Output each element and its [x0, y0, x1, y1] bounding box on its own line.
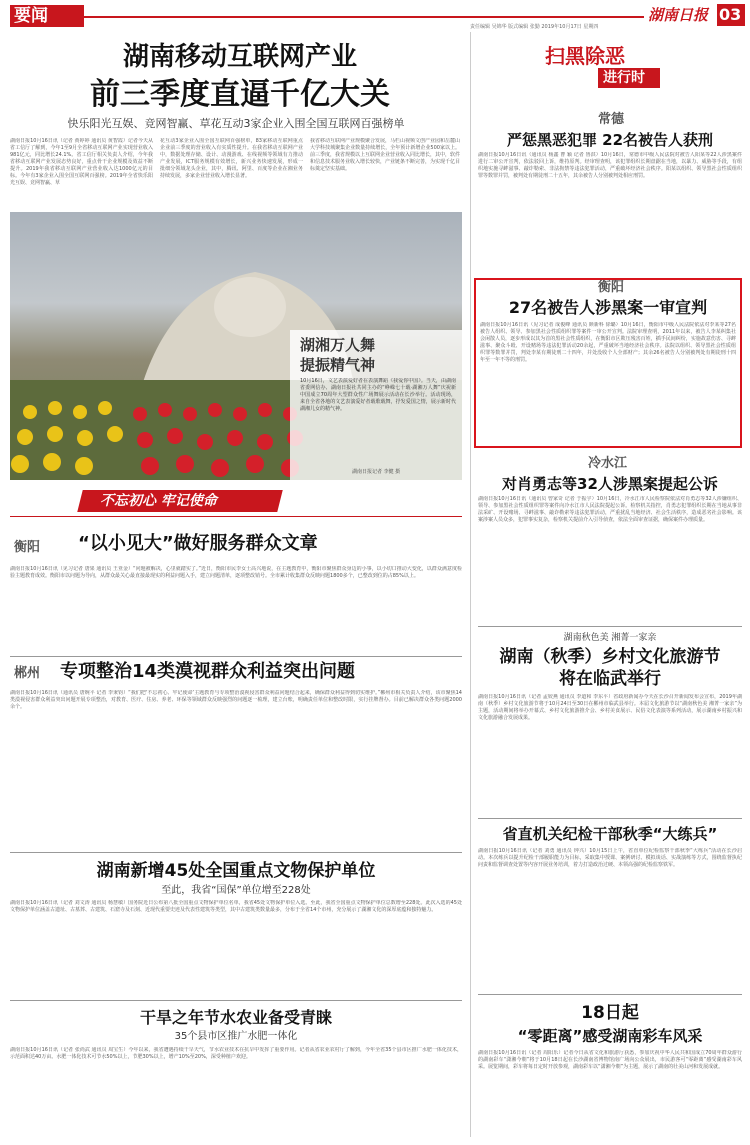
editor-line: 责任编辑 吴锦华 版式编辑 张勤 2019年10月17日 星期四: [470, 24, 599, 30]
lengshuijiang-text: 湖南日报10月16日讯（通讯员 曾家奇 记者 于振宇）10月16日，冷水江市人民检察院依法对肖勇志等32人涉嫌组织、领导、参加黑社会性质组织罪等案件向冷水江市人民法院提起公诉。检察机关指控，肖勇志犯罪组织长期在当地从事非法采矿、开设赌场、寻衅滋事、敲诈勒索等违法犯罪活动，严重扰乱当地经济、社会生活秩序，造成恶劣社会影响。该案涉案人员众多，犯罪事实复杂，检察机关提前介入引导侦查，依法全面审查证据，确保案件办理质量。: [478, 496, 742, 523]
sidebar-tag-subtitle: 进行时: [603, 70, 645, 86]
lengshuijiang-place: 冷水江: [588, 456, 628, 471]
lottery-headline-1: 18日起: [581, 1003, 639, 1023]
story-divider: [10, 852, 462, 853]
paper-logo: 湖南日报: [648, 6, 709, 24]
heritage-subhead: 至此，我省“国保”单位增至228处: [161, 885, 311, 896]
lottery-headline-2: “零距离”感受湖南彩车风采: [517, 1027, 703, 1045]
page-number: 03: [719, 5, 742, 24]
lead-subhead: 快乐阳光互娱、竞网智赢、草花互动3家企业入围全国互联网百强榜单: [67, 117, 405, 130]
lengshuijiang-headline: 对肖勇志等32人涉黑案提起公诉: [502, 475, 718, 493]
hengyang-place: 衡阳: [14, 540, 41, 555]
story-divider: [478, 626, 742, 627]
slogan-text: 不忘初心 牢记使命: [100, 493, 217, 509]
photo-caption-text: 10月16日，文艺表演爱好者在表演舞蹈《我爱你中国》。当天，由湖南省委网信办、湖南日报社共同主办的“峥嵘七十载·湖湘万人舞”庆祝新中国成立70周年大型群众性广场舞展示活动在长沙举行。活动现场，来自全省各地的文艺表演爱好者载歌载舞，抒发爱国之情，展示新时代湖湘儿女的精气神。: [300, 378, 456, 412]
lead-headline-2: 前三季度直逼千亿大关: [90, 78, 390, 112]
discipline-headline: 省直机关纪检干部秋季“大练兵”: [502, 825, 718, 843]
chenzhou-headline: 专项整治14类漠视群众利益突出问题: [60, 661, 356, 682]
story-divider: [10, 656, 462, 657]
lead-column-2: 花互动3家企业入围全国互联网百强榜单，83家移动互联网重点企业前三季度的营业收入有实质性提升。在我省移动互联网产业中，数据处理存储、设计、动漫游戏、在线视频等领域有力推动产业发展，ICT服务规模有效增长，新兴业务快速发展，形成一批细分领域龙头企业，其中，腾讯、阿里、百度等企业在湘业务持续发展，多家企业营业收入增长显著。: [160, 138, 303, 179]
hengyang-crime-text: 湖南日报10月16日讯（见习记者 成俊峰 通讯员 颜新科 徐璐）10月16日，衡阳市中级人民法院依法对李某等27名被告人组织、领导、参加黑社会性质组织罪等案件一审公开宣判。法院审理查明，2011年以来，被告人李某纠集社会闲散人员，逐步形成以其为首的黑社会性质组织，在衡阳市区欺压残害百姓，插手民间纠纷，实施故意伤害、寻衅滋事、聚众斗殴、开设赌场等违法犯罪活动20余起，严重破坏当地经济社会秩序。法院以组织、领导黑社会性质组织罪等数罪并罚，判处李某有期徒刑二十四年，并处没收个人全部财产；其余26名被告人分别被判处有期徒刑十四年至一年不等的刑罚。: [480, 322, 736, 363]
lottery-text: 湖南日报10月16日讯（记者 周阳乐）记者今日从省文化和旅游厅获悉，参加庆祝中华人民共和国成立70周年群众游行的湖南彩车“潇湘今朝”将于10月18日起在长沙湖南省博物馆南广场向公众展出，市民游客可“零距离”感受湖南彩车风采。展览期间，彩车将每日定时开放参观，湖南彩车以“潇湘今朝”为主题，展示了湖南的壮美山河和发展成就。: [478, 1050, 742, 1070]
photo-credit: 湖南日报记者 李健 摄: [352, 469, 401, 475]
banner-rule: [10, 516, 462, 517]
story-divider: [478, 818, 742, 819]
changde-text: 湖南日报10月16日讯（通讯员 杨鑫 曹 颖 记者 鲁淇）10月16日，常德市中级人民法院对被告人阳某等22人涉黑案件进行二审公开宣判，依法驳回上诉，维持原判。经审理查明，该犯罪组织长期盘踞在当地，以暴力、威胁等手段，有组织地实施寻衅滋事、敲诈勒索、非法拘禁等违法犯罪活动，严重破坏经济社会秩序。阳某以组织、领导黑社会性质组织罪等数罪并罚，被判处有期徒刑二十五年，其余被告人分别被判处相应刑罚。: [478, 152, 742, 179]
tourism-text: 湖南日报10月16日讯（记者 孟姣燕 通讯员 李道和 李东平）省政府新闻办今天在长沙召开新闻发布会宣布，2019年湖南（秋季）乡村文化旅游节将于10月24日至30日在郴州市临武县举行。本届文化旅游节以“湖南秋色美 湘菁一家亲”为主题，活动期间将举办开幕式、乡村文化旅游推介会、乡村美食展示、民俗文化表演等系列活动，展示湖南乡村振兴和文化旅游融合发展成果。: [478, 694, 742, 721]
section-label-text: 要闻: [14, 6, 48, 26]
water-subhead: 35个县市区推广水肥一体化: [174, 1031, 298, 1042]
tourism-kicker: 湖南秋色美 湘菁一家亲: [563, 633, 657, 643]
lead-column-3: 我省移动互联网产业规模聚合发展，马栏山视频文创产业园和岳麓山大学科技城聚集企业数量持续增长，全年预计新增企业500家以上。前三季度，我省规模以上互联网企业营业收入同比增长，其中，软件和信息技术服务业收入增长较快，产业链条不断完善，为实现千亿目标奠定坚实基础。: [310, 138, 460, 172]
heritage-headline: 湖南新增45处全国重点文物保护单位: [96, 861, 376, 881]
chenzhou-place: 郴州: [14, 666, 41, 681]
masthead: [0, 0, 750, 30]
hengyang-headline: “以小见大”做好服务群众文章: [78, 533, 318, 554]
discipline-text: 湖南日报10月16日讯（记者 刘勇 通讯员 钟兴）10月15日上午，省直单位纪检监察干部秋季“大练兵”活动在长沙启动。本次练兵以提升纪检干部履职能力为目标，采取集中授课、案例研讨、模拟谈话、实战演练等方式，围绕监督执纪问责和监督调查处置等内容开展业务培训，着力打造政治过硬、本领高强的纪检监察铁军。: [478, 848, 742, 868]
water-headline: 干旱之年节水农业备受青睐: [139, 1008, 332, 1027]
photo-caption-title-1: 湖湘万人舞: [300, 336, 376, 354]
story-divider: [10, 1000, 462, 1001]
lead-column-1: 湖南日报10月16日讯（记者 黄婷婷 通讯员 黄智霞）记者今天从省工信厅了解到，今年1至9月全省移动互联网产业实现营业收入981亿元，同比增长24.1%。省工信厅相关负责人介绍，今年我省移动互联网产业发展态势良好，重点骨干企业规模及效益不断提升。2019年我省移动互联网产业营业收入达1000亿元的目标。今年有3家企业入围全国互联网百强榜。2019年全省快乐阳光互娱、竞网智赢、草: [10, 138, 153, 186]
changde-place: 常德: [598, 112, 625, 127]
lead-headline-1: 湖南移动互联网产业: [122, 42, 357, 72]
heritage-text: 湖南日报10月16日讯（记者 刘文涛 通讯员 杨慧敏）国务院近日公布第八批全国重点文物保护单位名单，我省45处文物保护单位入选。至此，我省全国重点文物保护单位总数增至228处。此次入选的45处文物保护单位涵盖古遗址、古墓葬、古建筑、石窟寺及石刻、近现代重要史迹及代表性建筑等类型，其中古建筑类数量最多，分布于全省14个市州，充分展示了湖湘文化的深厚底蕴和独特魅力。: [10, 900, 462, 913]
water-text: 湖南日报10月16日讯（记者 张尚武 通讯员 周宝生）今年以来，我省遭遇持续干旱天气，节水农业技术在抗旱中发挥了重要作用。记者从省农业农村厅了解到，今年全省35个县市区推广水肥一体化技术，示范面积达40万亩。水肥一体化技术可节水50%以上，节肥30%以上，增产10%至20%，深受种植户欢迎。: [10, 1047, 462, 1060]
chenzhou-text: 湖南日报10月16日讯（通讯员 唐婉平 记者 李秉钧）“我们把‘不忘初心、牢记使命’主题教育与专项整治漠视侵害群众利益问题结合起来，确保群众利益得到切实维护。”郴州市相关负责人介绍，该市聚焦14类漠视侵害群众利益突出问题开展专项整治，对教育、医疗、住房、养老、环保等领域群众反映强烈的问题逐一梳理，建立台账，明确责任单位和整改时限，实行挂牌督办。目前已解决群众各类问题2000余个。: [10, 690, 462, 710]
hengyang-crime-place: 衡阳: [598, 280, 625, 295]
column-divider: [470, 32, 471, 1137]
masthead-rule: [84, 16, 644, 18]
hengyang-text: 湖南日报10月16日讯（见习记者 唐果 通讯员 王亚金）“问题被解决，心里就踏实了。”近日，衡阳市民李女士高兴地说，在主题教育中，衡阳市聚焦群众身边的小事，以小切口推动大变化，以群众满意度检验主题教育成效。衡阳市以问题为导向，从群众最关心最直接最现实的利益问题入手，建立问题清单，逐项整改销号。全市累计收集群众反映问题1800多个，已整改到位的占85%以上。: [10, 566, 462, 579]
photo-caption-title-2: 提振精气神: [300, 356, 376, 374]
tourism-headline-1: 湖南（秋季）乡村文化旅游节: [499, 647, 721, 667]
sidebar-tag-title: 扫黑除恶: [545, 44, 625, 68]
hengyang-crime-headline: 27名被告人涉黑案一审宣判: [508, 298, 708, 317]
tourism-headline-2: 将在临武举行: [559, 669, 661, 689]
story-divider: [478, 994, 742, 995]
changde-headline: 严惩黑恶犯罪 22名被告人获刑: [506, 131, 714, 149]
